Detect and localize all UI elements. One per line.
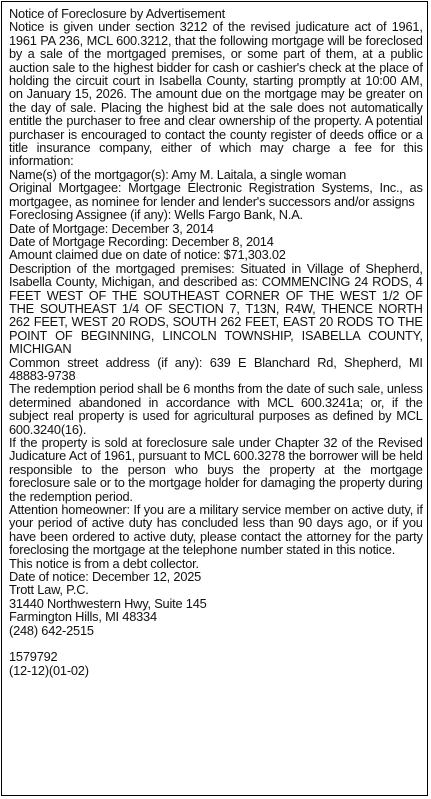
notice-body — [9, 7, 423, 677]
law-firm-street: 31440 Northwestern Hwy, Suite 145 — [9, 595, 207, 611]
notice-intro-paragraph: Notice is given under section 3212 of the revised judicature act of 1961, 1961 PA 236, MCL 600.3212, that the following mortgage will be foreclosed by a sale of the mortgaged premises, or some part of them, at a public auction sale to the highest bidder for cash or cashier's check at the place of holding the circuit court in Isabella County, starting promptly at 10:00 AM, on January 15, 2026. The amount due on the mortgage may be greater on the day of sale. Placing the highest bid at the sale does not automatically entitle the purchaser to free and clear ownership of the property. A potential purchaser is encouraged to contact the county register of deeds office or a title insurance company, either of which may charge a fee for this information: — [9, 19, 423, 169]
ad-number: 1579792 — [9, 649, 58, 665]
spacer — [9, 637, 423, 650]
notice-date-line: Date of notice: December 12, 2025 — [9, 569, 202, 585]
chapter-32-paragraph: If the property is sold at foreclosure sale under Chapter 32 of the Revised Judicature Act of 1961, pursuant to MCL 600.3278 the borrower will be held responsible to the person who buys the property at the mortgage foreclosure sale or to the mortgage holder for damaging the property during the redemption period. — [9, 435, 423, 504]
law-firm-phone: (248) 642-2515 — [9, 622, 94, 638]
original-mortgagee-paragraph: Original Mortgagee: Mortgage Electronic Registration Systems, Inc., as mortgagee, as nominee for lender and lender's successors and/or assigns — [9, 180, 423, 209]
debt-collector-line: This notice is from a debt collector. — [9, 555, 199, 571]
law-firm-name: Trott Law, P.C. — [9, 582, 89, 598]
run-dates: (12-12)(01-02) — [9, 662, 89, 678]
foreclosing-assignee-line: Foreclosing Assignee (if any): Wells Fargo Bank, N.A. — [9, 207, 303, 223]
mortgage-date-line: Date of Mortgage: December 3, 2014 — [9, 220, 214, 236]
notice-title: Notice of Foreclosure by Advertisement — [9, 6, 225, 21]
law-firm-city: Farmington Hills, MI 48334 — [9, 609, 157, 625]
military-notice-paragraph: Attention homeowner: If you are a military service member on active duty, if your period of active duty has concluded less than 90 days ago, or if you have been ordered to active duty, please contact the attorney for the party foreclosing the mortgage at the telephone number stated in this notice. — [9, 502, 423, 558]
mortgagors-line: Name(s) of the mortgagor(s): Amy M. Laitala, a single woman — [9, 166, 347, 182]
foreclosure-notice — [1, 1, 428, 796]
amount-claimed-line: Amount claimed due on date of notice: $71,303.02 — [9, 247, 286, 263]
mortgage-recording-date-line: Date of Mortgage Recording: December 8, 2014 — [9, 233, 274, 249]
premises-description-paragraph: Description of the mortgaged premises: Situated in Village of Shepherd, Isabella County, Michigan, and described as: COMMENCING 24 RODS, 4 FEET WEST OF THE SOUTHEAST CORNER OF THE WEST 1/2 OF THE SOUTHEAST 1/4 OF SECTION 7, T13N, R4W, THENCE NORTH 262 FEET, WEST 20 RODS, SOUTH 262 FEET, EAST 20 RODS TO THE POINT OF BEGINNING, LINCOLN TOWNSHIP, ISABELLA COUNTY, MICHIGAN — [9, 260, 423, 357]
redemption-period-paragraph: The redemption period shall be 6 months from the date of such sale, unless determined abandoned in accordance with MCL 600.3241a; or, if the subject real property is used for agricultural purposes as defined by MCL 600.3240(16). — [9, 381, 423, 437]
street-address-paragraph: Common street address (if any): 639 E Blanchard Rd, Shepherd, MI 48883-9738 — [9, 354, 423, 383]
